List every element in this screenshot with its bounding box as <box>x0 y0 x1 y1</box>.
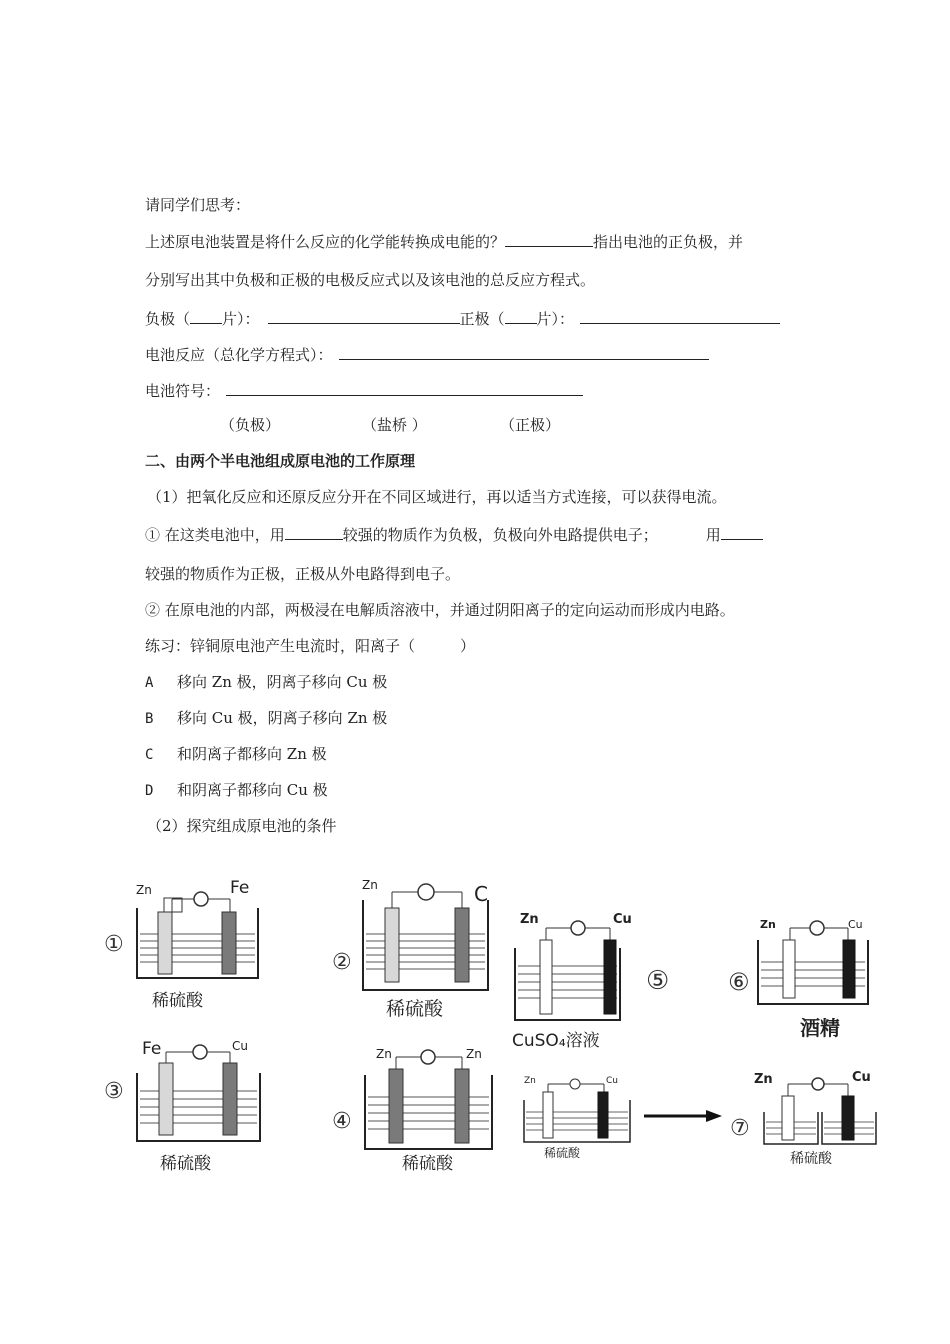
label-negative: （负极） <box>220 416 281 434</box>
left-electrode-label: Zn <box>136 883 152 897</box>
right-electrode-label: Cu <box>613 912 632 927</box>
paragraph-4: ② 在原电池的内部，两极浸在电解质溶液中，并通过阴阳离子的定向运动而形成内电路。 <box>145 601 735 619</box>
left-electrode-label: Zn <box>754 1072 773 1087</box>
beaker-diagram <box>330 1045 500 1155</box>
left-electrode-label: Zn <box>520 912 539 927</box>
galvanometer-icon <box>570 1079 580 1089</box>
cell-reaction-line: 电池反应（总化学方程式）： <box>145 343 709 365</box>
solution-caption: 酒精 <box>800 1016 840 1040</box>
galvanometer-icon <box>421 1050 435 1064</box>
paragraph-1: （1）把氧化反应和还原反应分开在不同区域进行，再以适当方式连接，可以获得电流。 <box>147 488 727 506</box>
galvanometer-icon <box>810 921 824 935</box>
solution-caption: 稀硫酸 <box>402 1154 453 1174</box>
diagram-number: ⑦ <box>730 1116 750 1141</box>
section-2-heading: 二、由两个半电池组成原电池的工作原理 <box>145 452 416 470</box>
galvanometer-icon <box>194 892 208 906</box>
negative-property-blank[interactable] <box>285 523 343 540</box>
cell-diagram-2 <box>330 878 500 1020</box>
option-c[interactable]: C 和阴离子都移向 Zn 极 <box>145 745 327 763</box>
positive-electrode-blank[interactable] <box>505 307 537 324</box>
answer-blank-reaction-type[interactable] <box>505 230 593 247</box>
diagram-number: ② <box>332 950 352 975</box>
positive-property-blank[interactable] <box>721 523 763 540</box>
galvanometer-icon <box>418 884 434 900</box>
solution-caption: CuSO₄溶液 <box>512 1031 600 1051</box>
left-electrode-label: Zn <box>524 1076 536 1086</box>
right-electrode-label: Cu <box>232 1039 248 1053</box>
think-prompt: 请同学们思考： <box>145 196 251 214</box>
diagram-number: ③ <box>104 1079 124 1104</box>
paragraph-2: ① 在这类电池中，用 较强的物质作为负极，负极向外电路提供电子； 用 <box>145 523 763 545</box>
paragraph-3: 较强的物质作为正极，正极从外电路得到电子。 <box>145 565 461 583</box>
option-a[interactable]: A 移向 Zn 极，阴离子移向 Cu 极 <box>145 673 388 691</box>
left-electrode-label: Fe <box>142 1039 162 1059</box>
galvanometer-icon <box>571 921 585 935</box>
left-electrode-label: Zn <box>362 878 378 892</box>
left-electrode-label: Zn <box>760 918 776 931</box>
cell-reaction-blank[interactable] <box>339 343 709 360</box>
cell-diagram-3 <box>100 1035 270 1174</box>
diagram-number: ⑥ <box>728 968 750 996</box>
diagram-number: ① <box>104 932 124 957</box>
negative-reaction-blank[interactable] <box>268 307 460 324</box>
transform-arrow-icon <box>644 1106 724 1126</box>
electrode-reactions-line: 负极（ 片）： 正极（ 片）： <box>145 307 780 329</box>
beaker-diagram <box>728 908 898 1018</box>
right-electrode-label: Cu <box>852 1070 871 1085</box>
cell-symbol-line: 电池符号： <box>145 379 583 401</box>
cell-symbol-blank[interactable] <box>226 379 583 396</box>
cell-diagram-5 <box>510 908 680 1051</box>
right-electrode-label: C <box>474 882 488 906</box>
option-d[interactable]: D 和阴离子都移向 Cu 极 <box>145 781 328 799</box>
right-electrode-label: Cu <box>848 918 863 931</box>
galvanometer-icon <box>812 1078 824 1090</box>
solution-caption: 稀硫酸 <box>544 1146 581 1160</box>
question-1: 上述原电池装置是将什么反应的化学能转换成电能的？ 指出电池的正负极，并 <box>145 230 743 252</box>
diagram-number: ⑤ <box>646 966 670 996</box>
galvanometer-icon <box>193 1045 207 1059</box>
cell-diagram-4 <box>330 1045 500 1174</box>
cell-diagram-7-after <box>730 1068 890 1167</box>
solution-caption: 稀硫酸 <box>152 991 203 1011</box>
option-b[interactable]: B 移向 Cu 极，阴离子移向 Zn 极 <box>145 709 388 727</box>
right-electrode-label: Fe <box>230 878 250 898</box>
solution-caption: 稀硫酸 <box>386 998 444 1020</box>
question-1-continued: 分别写出其中负极和正极的电极反应式以及该电池的总反应方程式。 <box>145 271 596 289</box>
paragraph-5: （2）探究组成原电池的条件 <box>147 817 337 835</box>
solution-caption: 稀硫酸 <box>790 1151 832 1167</box>
cell-diagram-7-before <box>518 1070 638 1160</box>
label-positive: （正极） <box>500 416 561 434</box>
right-electrode-label: Zn <box>466 1047 482 1061</box>
beaker-diagram <box>518 1070 638 1150</box>
positive-reaction-blank[interactable] <box>580 307 780 324</box>
cell-diagram-1 <box>100 878 270 1011</box>
negative-electrode-blank[interactable] <box>190 307 222 324</box>
solution-caption: 稀硫酸 <box>160 1154 211 1174</box>
right-electrode-label: Cu <box>606 1076 618 1086</box>
left-electrode-label: Zn <box>376 1047 392 1061</box>
exercise-question: 练习：锌铜原电池产生电流时，阳离子（ ） <box>145 637 476 655</box>
label-salt-bridge: （盐桥 ） <box>362 416 427 434</box>
diagram-number: ④ <box>332 1109 352 1134</box>
cell-diagram-6 <box>728 908 898 1040</box>
